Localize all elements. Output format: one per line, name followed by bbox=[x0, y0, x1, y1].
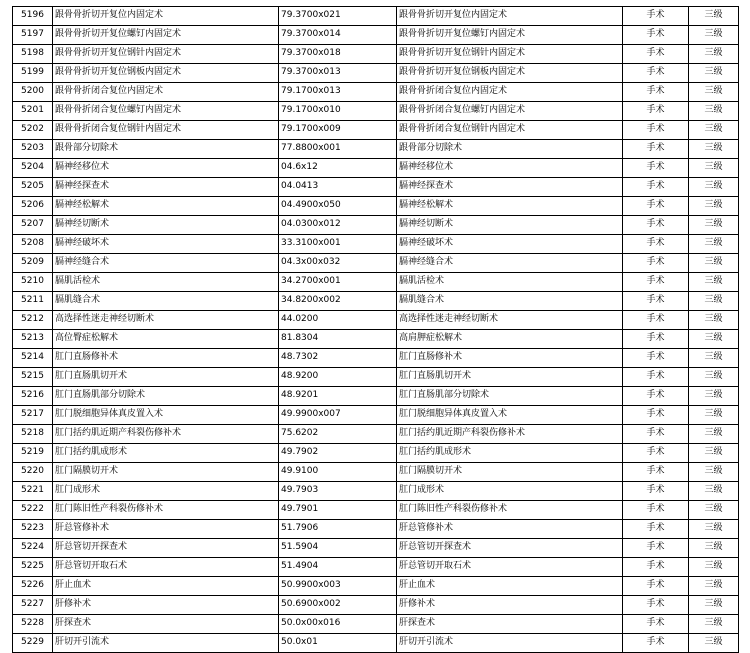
row-type: 手术 bbox=[623, 26, 689, 45]
row-operation-name: 跟骨骨折闭合复位螺钉内固定术 bbox=[397, 102, 623, 121]
row-icd-code: 04.6x12 bbox=[279, 159, 397, 178]
table-row bbox=[13, 292, 739, 311]
row-operation-name: 跟骨骨折切开复位螺钉内固定术 bbox=[397, 26, 623, 45]
row-name: 膈神经切断术 bbox=[53, 216, 279, 235]
row-level: 三级 bbox=[689, 26, 739, 45]
row-operation-name: 肛门脱细胞异体真皮置入术 bbox=[397, 406, 623, 425]
row-type: 手术 bbox=[623, 634, 689, 653]
row-operation-name: 肝修补术 bbox=[397, 596, 623, 615]
row-code: 5212 bbox=[13, 311, 53, 330]
row-type: 手术 bbox=[623, 501, 689, 520]
row-icd-code: 51.4904 bbox=[279, 558, 397, 577]
row-operation-name: 肛门陈旧性产科裂伤修补术 bbox=[397, 501, 623, 520]
row-operation-name: 膈神经切断术 bbox=[397, 216, 623, 235]
row-name: 跟骨骨折切开复位钢板内固定术 bbox=[53, 64, 279, 83]
row-icd-code: 49.7902 bbox=[279, 444, 397, 463]
row-type: 手术 bbox=[623, 482, 689, 501]
row-operation-name: 肛门括约肌成形术 bbox=[397, 444, 623, 463]
row-name: 跟骨骨折闭合复位内固定术 bbox=[53, 83, 279, 102]
row-type: 手术 bbox=[623, 406, 689, 425]
row-operation-name: 膈神经缝合术 bbox=[397, 254, 623, 273]
table-row bbox=[13, 596, 739, 615]
row-type: 手术 bbox=[623, 596, 689, 615]
row-operation-name: 肝切开引流术 bbox=[397, 634, 623, 653]
row-code: 5226 bbox=[13, 577, 53, 596]
row-name: 跟骨骨折闭合复位螺钉内固定术 bbox=[53, 102, 279, 121]
row-type: 手术 bbox=[623, 444, 689, 463]
row-code: 5200 bbox=[13, 83, 53, 102]
row-level: 三级 bbox=[689, 425, 739, 444]
table-row bbox=[13, 197, 739, 216]
row-operation-name: 跟骨骨折切开复位钢板内固定术 bbox=[397, 64, 623, 83]
row-name: 跟骨部分切除术 bbox=[53, 140, 279, 159]
row-type: 手术 bbox=[623, 292, 689, 311]
row-code: 5216 bbox=[13, 387, 53, 406]
table-row bbox=[13, 330, 739, 349]
row-name: 肛门陈旧性产科裂伤修补术 bbox=[53, 501, 279, 520]
table-row bbox=[13, 387, 739, 406]
table-row bbox=[13, 311, 739, 330]
table-row bbox=[13, 615, 739, 634]
row-type: 手术 bbox=[623, 368, 689, 387]
row-operation-name: 肝总管切开取石术 bbox=[397, 558, 623, 577]
row-icd-code: 49.9900x007 bbox=[279, 406, 397, 425]
row-code: 5208 bbox=[13, 235, 53, 254]
row-icd-code: 50.9900x003 bbox=[279, 577, 397, 596]
row-level: 三级 bbox=[689, 311, 739, 330]
table-row bbox=[13, 520, 739, 539]
row-type: 手术 bbox=[623, 197, 689, 216]
row-level: 三级 bbox=[689, 64, 739, 83]
row-name: 跟骨骨折切开复位螺钉内固定术 bbox=[53, 26, 279, 45]
row-level: 三级 bbox=[689, 520, 739, 539]
row-code: 5214 bbox=[13, 349, 53, 368]
row-icd-code: 79.3700x018 bbox=[279, 45, 397, 64]
row-name: 肛门隔膜切开术 bbox=[53, 463, 279, 482]
row-type: 手术 bbox=[623, 539, 689, 558]
row-code: 5227 bbox=[13, 596, 53, 615]
row-operation-name: 肝总管修补术 bbox=[397, 520, 623, 539]
row-type: 手术 bbox=[623, 121, 689, 140]
row-type: 手术 bbox=[623, 615, 689, 634]
row-type: 手术 bbox=[623, 159, 689, 178]
row-name: 高位臀症松解术 bbox=[53, 330, 279, 349]
row-type: 手术 bbox=[623, 311, 689, 330]
row-level: 三级 bbox=[689, 7, 739, 26]
row-level: 三级 bbox=[689, 615, 739, 634]
row-code: 5229 bbox=[13, 634, 53, 653]
row-name: 肝止血术 bbox=[53, 577, 279, 596]
table-row bbox=[13, 254, 739, 273]
table-row bbox=[13, 64, 739, 83]
row-code: 5196 bbox=[13, 7, 53, 26]
row-code: 5209 bbox=[13, 254, 53, 273]
row-operation-name: 膈肌缝合术 bbox=[397, 292, 623, 311]
row-icd-code: 48.7302 bbox=[279, 349, 397, 368]
row-type: 手术 bbox=[623, 273, 689, 292]
row-name: 肛门括约肌近期产科裂伤修补术 bbox=[53, 425, 279, 444]
row-operation-name: 跟骨骨折切开复位内固定术 bbox=[397, 7, 623, 26]
row-level: 三级 bbox=[689, 216, 739, 235]
row-type: 手术 bbox=[623, 45, 689, 64]
row-name: 肛门成形术 bbox=[53, 482, 279, 501]
row-icd-code: 50.0x01 bbox=[279, 634, 397, 653]
row-name: 肝总管切开取石术 bbox=[53, 558, 279, 577]
table-row bbox=[13, 121, 739, 140]
row-level: 三级 bbox=[689, 178, 739, 197]
row-level: 三级 bbox=[689, 558, 739, 577]
row-icd-code: 79.3700x014 bbox=[279, 26, 397, 45]
row-code: 5198 bbox=[13, 45, 53, 64]
row-operation-name: 膈神经移位术 bbox=[397, 159, 623, 178]
row-code: 5218 bbox=[13, 425, 53, 444]
table-row bbox=[13, 482, 739, 501]
row-icd-code: 34.2700x001 bbox=[279, 273, 397, 292]
row-name: 膈肌缝合术 bbox=[53, 292, 279, 311]
row-type: 手术 bbox=[623, 64, 689, 83]
row-level: 三级 bbox=[689, 539, 739, 558]
table-row bbox=[13, 235, 739, 254]
row-code: 5199 bbox=[13, 64, 53, 83]
row-type: 手术 bbox=[623, 140, 689, 159]
row-icd-code: 79.1700x010 bbox=[279, 102, 397, 121]
row-level: 三级 bbox=[689, 235, 739, 254]
row-code: 5223 bbox=[13, 520, 53, 539]
row-code: 5202 bbox=[13, 121, 53, 140]
row-level: 三级 bbox=[689, 444, 739, 463]
row-type: 手术 bbox=[623, 254, 689, 273]
row-code: 5204 bbox=[13, 159, 53, 178]
row-level: 三级 bbox=[689, 140, 739, 159]
row-name: 膈神经探查术 bbox=[53, 178, 279, 197]
table-row bbox=[13, 140, 739, 159]
row-icd-code: 44.0200 bbox=[279, 311, 397, 330]
row-icd-code: 49.7903 bbox=[279, 482, 397, 501]
row-name: 肝总管切开探查术 bbox=[53, 539, 279, 558]
row-level: 三级 bbox=[689, 349, 739, 368]
row-code: 5220 bbox=[13, 463, 53, 482]
row-operation-name: 跟骨骨折闭合复位钢针内固定术 bbox=[397, 121, 623, 140]
table-row bbox=[13, 7, 739, 26]
row-code: 5201 bbox=[13, 102, 53, 121]
table-row bbox=[13, 501, 739, 520]
row-level: 三级 bbox=[689, 273, 739, 292]
row-icd-code: 79.3700x021 bbox=[279, 7, 397, 26]
row-icd-code: 77.8800x001 bbox=[279, 140, 397, 159]
row-icd-code: 79.3700x013 bbox=[279, 64, 397, 83]
row-type: 手术 bbox=[623, 7, 689, 26]
row-name: 跟骨骨折闭合复位钢针内固定术 bbox=[53, 121, 279, 140]
row-name: 跟骨骨折切开复位钢针内固定术 bbox=[53, 45, 279, 64]
row-type: 手术 bbox=[623, 235, 689, 254]
row-level: 三级 bbox=[689, 102, 739, 121]
row-icd-code: 49.9100 bbox=[279, 463, 397, 482]
row-level: 三级 bbox=[689, 387, 739, 406]
row-name: 膈神经缝合术 bbox=[53, 254, 279, 273]
row-level: 三级 bbox=[689, 159, 739, 178]
row-operation-name: 膈肌活检术 bbox=[397, 273, 623, 292]
row-icd-code: 48.9200 bbox=[279, 368, 397, 387]
row-code: 5222 bbox=[13, 501, 53, 520]
row-operation-name: 肛门直肠肌部分切除术 bbox=[397, 387, 623, 406]
row-level: 三级 bbox=[689, 45, 739, 64]
row-level: 三级 bbox=[689, 634, 739, 653]
row-operation-name: 高肩胛症松解术 bbox=[397, 330, 623, 349]
row-type: 手术 bbox=[623, 330, 689, 349]
table-row bbox=[13, 425, 739, 444]
row-level: 三级 bbox=[689, 121, 739, 140]
row-name: 肝切开引流术 bbox=[53, 634, 279, 653]
procedure-table bbox=[12, 6, 739, 653]
row-level: 三级 bbox=[689, 596, 739, 615]
table-row bbox=[13, 368, 739, 387]
row-name: 膈肌活检术 bbox=[53, 273, 279, 292]
row-operation-name: 肛门直肠修补术 bbox=[397, 349, 623, 368]
row-code: 5206 bbox=[13, 197, 53, 216]
row-operation-name: 膈神经松解术 bbox=[397, 197, 623, 216]
row-name: 高选择性迷走神经切断术 bbox=[53, 311, 279, 330]
row-icd-code: 51.7906 bbox=[279, 520, 397, 539]
table-row bbox=[13, 45, 739, 64]
table-row bbox=[13, 444, 739, 463]
table-body bbox=[13, 7, 739, 653]
table-row bbox=[13, 102, 739, 121]
table-row bbox=[13, 577, 739, 596]
row-icd-code: 79.1700x013 bbox=[279, 83, 397, 102]
row-operation-name: 跟骨骨折切开复位钢针内固定术 bbox=[397, 45, 623, 64]
row-type: 手术 bbox=[623, 178, 689, 197]
row-operation-name: 肛门直肠肌切开术 bbox=[397, 368, 623, 387]
row-icd-code: 49.7901 bbox=[279, 501, 397, 520]
row-name: 膈神经破坏术 bbox=[53, 235, 279, 254]
row-name: 肛门脱细胞异体真皮置入术 bbox=[53, 406, 279, 425]
row-icd-code: 79.1700x009 bbox=[279, 121, 397, 140]
row-code: 5217 bbox=[13, 406, 53, 425]
table-row bbox=[13, 463, 739, 482]
row-icd-code: 04.3x00x032 bbox=[279, 254, 397, 273]
row-code: 5213 bbox=[13, 330, 53, 349]
row-level: 三级 bbox=[689, 406, 739, 425]
row-code: 5211 bbox=[13, 292, 53, 311]
row-name: 跟骨骨折切开复位内固定术 bbox=[53, 7, 279, 26]
row-level: 三级 bbox=[689, 292, 739, 311]
row-name: 肛门括约肌成形术 bbox=[53, 444, 279, 463]
row-code: 5219 bbox=[13, 444, 53, 463]
row-level: 三级 bbox=[689, 197, 739, 216]
row-type: 手术 bbox=[623, 520, 689, 539]
row-operation-name: 膈神经探查术 bbox=[397, 178, 623, 197]
row-code: 5221 bbox=[13, 482, 53, 501]
row-icd-code: 04.0413 bbox=[279, 178, 397, 197]
row-operation-name: 跟骨部分切除术 bbox=[397, 140, 623, 159]
row-type: 手术 bbox=[623, 463, 689, 482]
table-row bbox=[13, 634, 739, 653]
row-name: 肛门直肠肌切开术 bbox=[53, 368, 279, 387]
row-level: 三级 bbox=[689, 83, 739, 102]
row-icd-code: 04.0300x012 bbox=[279, 216, 397, 235]
row-name: 肛门直肠修补术 bbox=[53, 349, 279, 368]
row-operation-name: 肝探查术 bbox=[397, 615, 623, 634]
table-row bbox=[13, 558, 739, 577]
row-code: 5197 bbox=[13, 26, 53, 45]
table-row bbox=[13, 159, 739, 178]
row-name: 肝总管修补术 bbox=[53, 520, 279, 539]
table-row bbox=[13, 216, 739, 235]
row-level: 三级 bbox=[689, 463, 739, 482]
row-operation-name: 高选择性迷走神经切断术 bbox=[397, 311, 623, 330]
row-level: 三级 bbox=[689, 501, 739, 520]
row-operation-name: 膈神经破坏术 bbox=[397, 235, 623, 254]
row-code: 5207 bbox=[13, 216, 53, 235]
row-code: 5225 bbox=[13, 558, 53, 577]
row-type: 手术 bbox=[623, 558, 689, 577]
row-name: 膈神经移位术 bbox=[53, 159, 279, 178]
row-type: 手术 bbox=[623, 425, 689, 444]
row-code: 5224 bbox=[13, 539, 53, 558]
row-operation-name: 跟骨骨折闭合复位内固定术 bbox=[397, 83, 623, 102]
row-code: 5215 bbox=[13, 368, 53, 387]
row-code: 5203 bbox=[13, 140, 53, 159]
row-icd-code: 51.5904 bbox=[279, 539, 397, 558]
row-level: 三级 bbox=[689, 577, 739, 596]
row-code: 5205 bbox=[13, 178, 53, 197]
row-icd-code: 81.8304 bbox=[279, 330, 397, 349]
row-type: 手术 bbox=[623, 577, 689, 596]
row-operation-name: 肛门隔膜切开术 bbox=[397, 463, 623, 482]
row-type: 手术 bbox=[623, 216, 689, 235]
row-icd-code: 04.4900x050 bbox=[279, 197, 397, 216]
row-code: 5228 bbox=[13, 615, 53, 634]
row-operation-name: 肝止血术 bbox=[397, 577, 623, 596]
row-operation-name: 肝总管切开探查术 bbox=[397, 539, 623, 558]
row-icd-code: 48.9201 bbox=[279, 387, 397, 406]
row-type: 手术 bbox=[623, 102, 689, 121]
row-level: 三级 bbox=[689, 482, 739, 501]
row-operation-name: 肛门括约肌近期产科裂伤修补术 bbox=[397, 425, 623, 444]
row-name: 肛门直肠肌部分切除术 bbox=[53, 387, 279, 406]
row-operation-name: 肛门成形术 bbox=[397, 482, 623, 501]
row-code: 5210 bbox=[13, 273, 53, 292]
table-row bbox=[13, 26, 739, 45]
row-icd-code: 33.3100x001 bbox=[279, 235, 397, 254]
row-name: 肝修补术 bbox=[53, 596, 279, 615]
row-type: 手术 bbox=[623, 387, 689, 406]
row-icd-code: 34.8200x002 bbox=[279, 292, 397, 311]
table-row bbox=[13, 273, 739, 292]
table-row bbox=[13, 539, 739, 558]
row-type: 手术 bbox=[623, 83, 689, 102]
row-name: 膈神经松解术 bbox=[53, 197, 279, 216]
row-level: 三级 bbox=[689, 368, 739, 387]
row-icd-code: 50.0x00x016 bbox=[279, 615, 397, 634]
table-row bbox=[13, 83, 739, 102]
row-icd-code: 75.6202 bbox=[279, 425, 397, 444]
table-row bbox=[13, 178, 739, 197]
row-name: 肝探查术 bbox=[53, 615, 279, 634]
row-level: 三级 bbox=[689, 254, 739, 273]
row-icd-code: 50.6900x002 bbox=[279, 596, 397, 615]
row-level: 三级 bbox=[689, 330, 739, 349]
table-row bbox=[13, 349, 739, 368]
row-type: 手术 bbox=[623, 349, 689, 368]
table-row bbox=[13, 406, 739, 425]
